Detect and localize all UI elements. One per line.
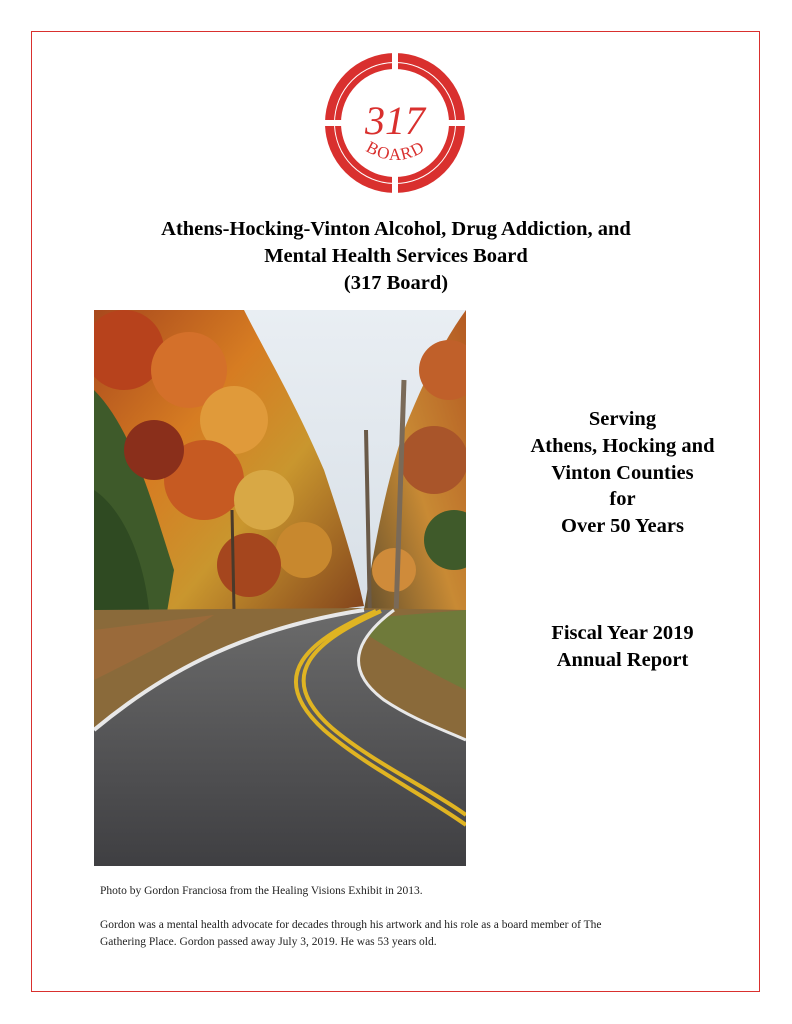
tribute-line: Gathering Place. Gordon passed away July 3, 2019. He was 53 years old. [100,935,437,948]
logo-word: BOARD [363,137,428,165]
cover-photo [94,310,466,866]
title-line: Mental Health Services Board [264,245,528,267]
photo-credit: Photo by Gordon Franciosa from the Healing Visions Exhibit in 2013. [100,885,423,897]
serving-line: Vinton Counties [551,461,694,484]
report-title [60,216,732,297]
title-line: Athens-Hocking-Vinton Alcohol, Drug Addiction, and [161,218,631,240]
serving-line: for [609,488,636,511]
logo-number: 317 [365,98,425,143]
report-label [500,620,745,673]
report-line: Annual Report [556,648,689,671]
serving-line: Over 50 Years [561,515,684,538]
title-line: (317 Board) [343,272,449,294]
tribute-text [100,917,720,950]
serving-line: Athens, Hocking and [530,434,715,457]
serving-line: Serving [588,408,657,430]
board-logo [322,50,468,196]
serving-statement [500,406,745,540]
report-line: Fiscal Year 2019 [551,622,694,644]
tribute-line: Gordon was a mental health advocate for decades through his artwork and his role as a board member of The [100,919,602,931]
